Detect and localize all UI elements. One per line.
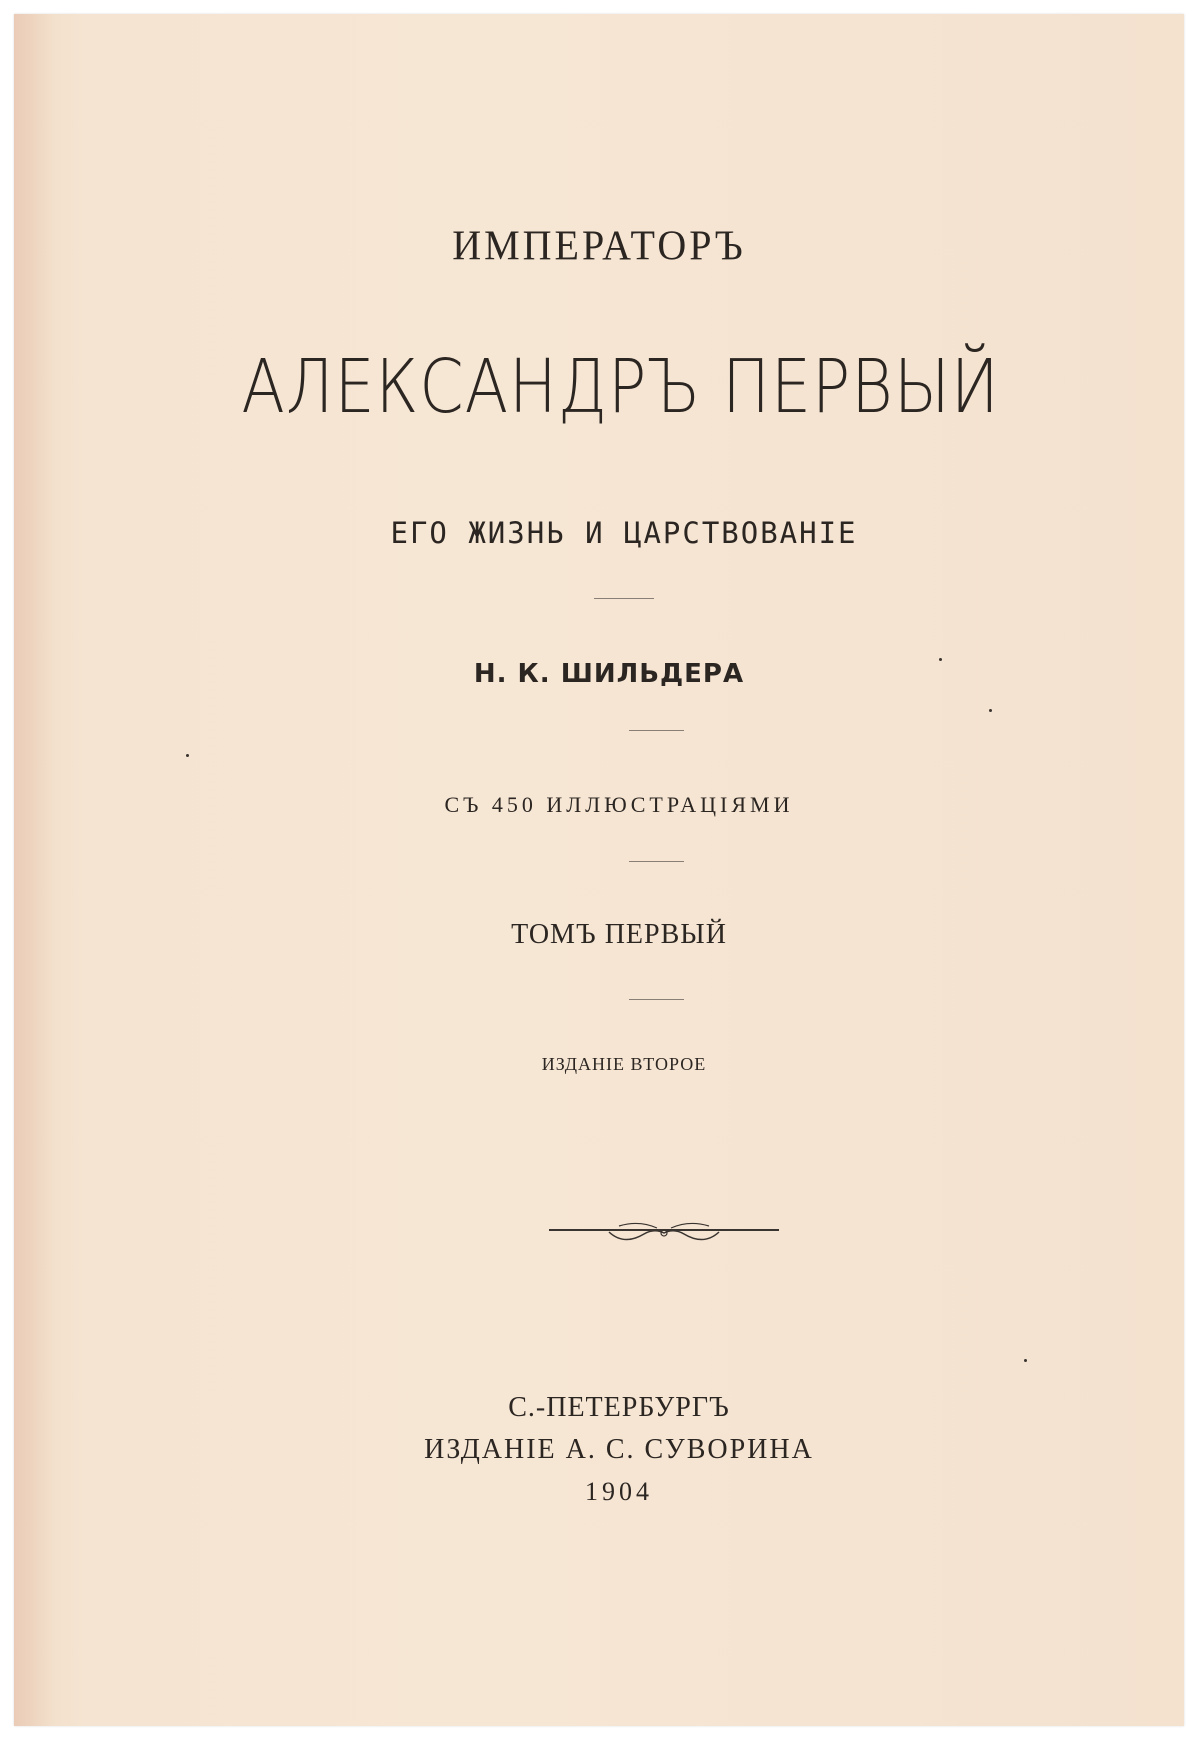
- divider: [629, 999, 684, 1000]
- divider: [629, 730, 684, 731]
- paper-speck: [1024, 1359, 1027, 1362]
- publisher: ИЗДАНІЕ А. С. СУВОРИНА: [424, 1434, 814, 1465]
- subtitle: ЕГО ЖИЗНЬ И ЦАРСТВОВАНІЕ: [390, 516, 858, 550]
- paper-speck: [939, 658, 942, 661]
- year: 1904: [585, 1477, 653, 1506]
- ornament-divider: [549, 1216, 779, 1256]
- heading-emperor: ИМПЕРАТОРЪ: [452, 221, 746, 270]
- divider: [629, 861, 684, 862]
- volume: ТОМЪ ПЕРВЫЙ: [511, 919, 727, 950]
- paper-speck: [989, 709, 992, 712]
- edition: ИЗДАНІЕ ВТОРОЕ: [541, 1054, 707, 1074]
- heading-name: АЛЕКСАНДРЪ ПЕРВЫЙ: [241, 344, 1000, 430]
- divider: [594, 598, 654, 599]
- city: С.-ПЕТЕРБУРГЪ: [508, 1392, 730, 1423]
- author: Н. К. ШИЛЬДЕРА: [473, 659, 745, 689]
- title-page: [14, 14, 1184, 1726]
- paper-speck: [186, 754, 189, 757]
- illustrations-note: СЪ 450 ИЛЛЮСТРАЦІЯМИ: [444, 792, 794, 817]
